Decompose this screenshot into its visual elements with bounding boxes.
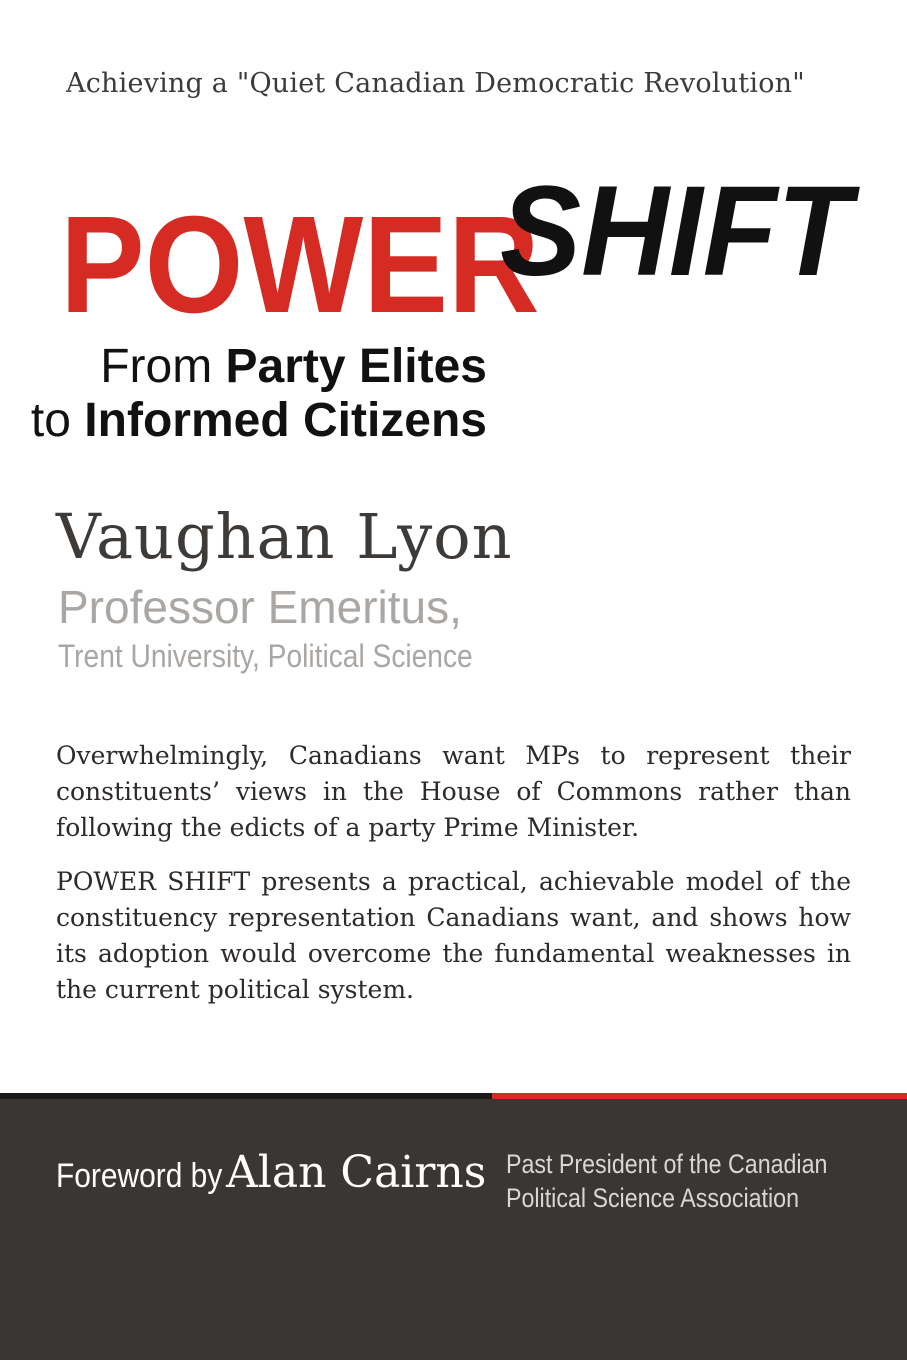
subtitle-line-1: [31, 340, 487, 394]
footer-band: [0, 1099, 907, 1360]
author-name: Vaughan Lyon: [56, 500, 513, 573]
title-power: POWER: [60, 188, 540, 342]
foreword-desc-line-2: Political Science Association: [506, 1183, 799, 1213]
foreword-author-description: [506, 1147, 827, 1215]
subtitle-line-1-light: From: [100, 340, 226, 393]
subtitle-line-2: [31, 394, 487, 448]
description-paragraph-2: POWER SHIFT presents a practical, achievable model of the constituency representation Canadians want, and shows how its adoption would overcome the fundamental weaknesses in the current political system.: [56, 867, 851, 1004]
foreword-label: Foreword by: [56, 1157, 223, 1195]
foreword-desc-line-1: Past President of the Canadian: [506, 1149, 828, 1179]
subtitle-line-2-light: to: [30, 394, 85, 447]
tagline: Achieving a "Quiet Canadian Democratic Revolution": [66, 68, 805, 99]
foreword-author: Alan Cairns: [226, 1147, 487, 1198]
author-title: Professor Emeritus,: [58, 581, 462, 633]
subtitle-line-2-bold: Informed Citizens: [84, 394, 487, 447]
subtitle-line-1-bold: Party Elites: [225, 340, 487, 393]
title-shift: SHIFT: [500, 160, 852, 303]
description-paragraph-1: Overwhelmingly, Canadians want MPs to represent their constituents’ views in the House of Commons rather than following the edicts of a party Prime Minister.: [56, 741, 851, 842]
subtitle: [31, 340, 487, 448]
author-affiliation: Trent University, Political Science: [58, 638, 473, 674]
